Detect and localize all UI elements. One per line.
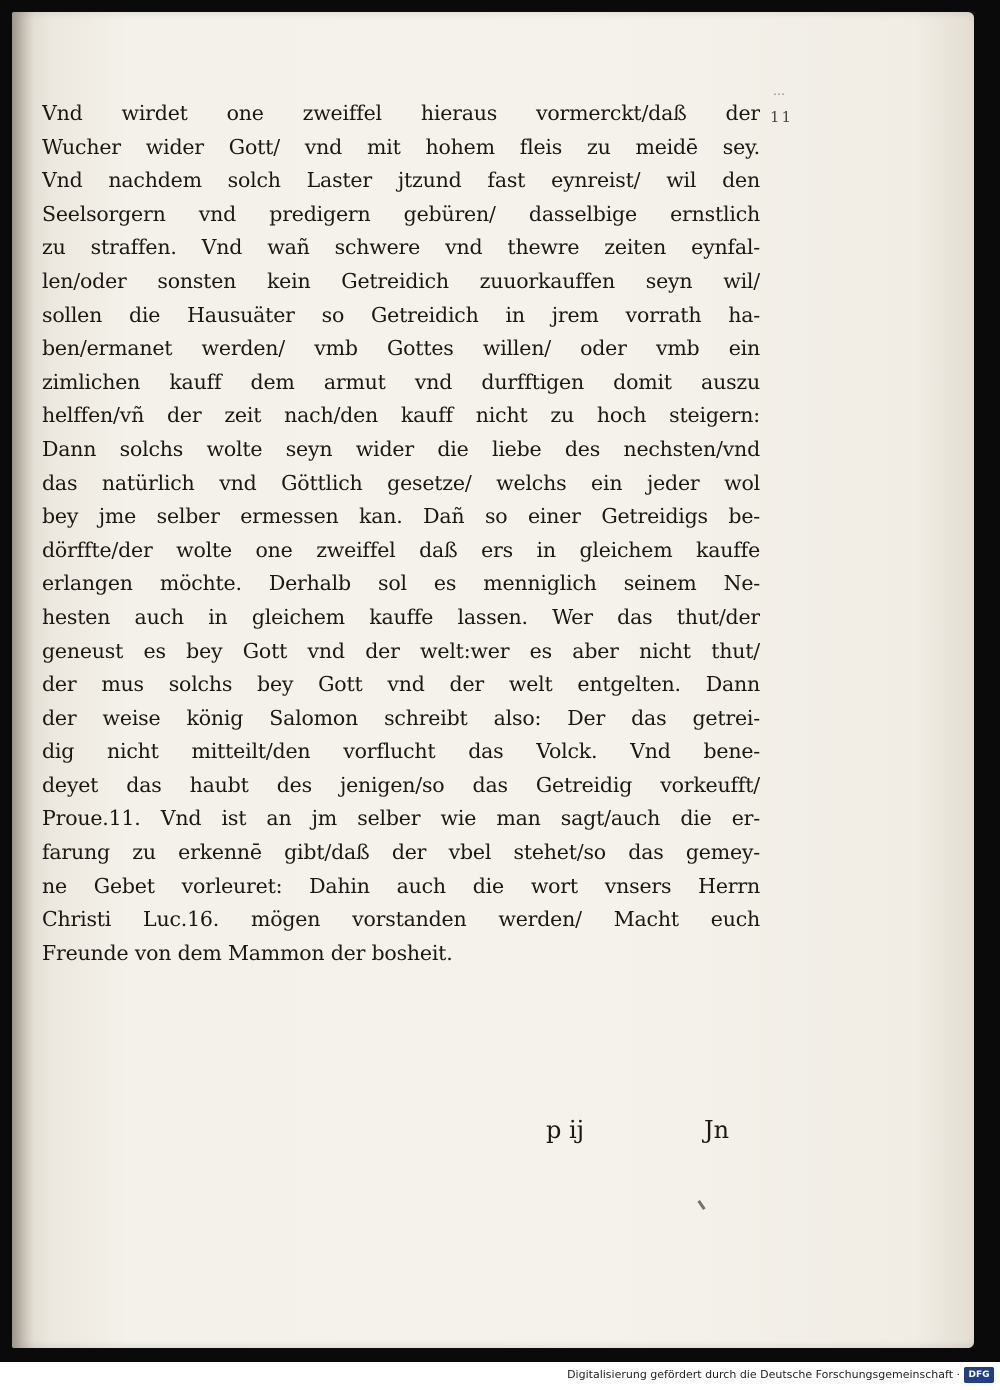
text-line: helffen/vñ der zeit nach/den kauff nicht zu hoch steigern: [42,403,760,428]
text-line: erlangen möchte. Derhalb sol es menniglich seinem Ne- [42,571,760,596]
text-line: Vnd wirdet one zweiffel hieraus vormerckt/daß der [42,101,760,125]
text-line: Christi Luc.16. mögen vorstanden werden/ Macht euch [42,907,760,932]
text-line: bey jme selber ermessen kan. Dañ so einer Getreidigs be- [42,504,760,529]
text-line: farung zu erkennē gibt/daß der vbel stehet/so das gemey- [42,840,760,865]
text-line: hesten auch in gleichem kauffe lassen. Wer das thut/der [42,604,760,629]
text-line: zimlichen kauff dem armut vnd durfftigen domit auszu [42,369,760,394]
body-text [42,97,760,970]
text-line: len/oder sonsten kein Getreidich zuuorkauffen seyn wil/ [42,268,760,293]
text-line: dörffte/der wolte one zweiffel daß ers in gleichem kauffe [42,537,760,562]
folio-number: 11 [770,108,794,126]
dfg-logo-icon: DFG [964,1367,994,1383]
text-line: Vnd nachdem solch Laster jtzund fast eynreist/ wil den [42,168,760,193]
footer-bar [0,1362,1000,1390]
text-line: ben/ermanet werden/ vmb Gottes willen/ oder vmb ein [42,336,760,361]
catchword: Jn [704,1116,730,1144]
text-line: das natürlich vnd Göttlich gesetze/ welchs ein jeder wol [42,470,760,495]
text-line: ne Gebet vorleuret: Dahin auch die wort vnsers Herrn [42,873,760,898]
text-line: sollen die Hausuäter so Getreidich in jrem vorrath ha- [42,302,760,327]
text-line: der weise könig Salomon schreibt also: Der das getrei- [42,705,760,730]
text-line: Dann solchs wolte seyn wider die liebe des nechsten/vnd [42,436,760,461]
text-line: Seelsorgern vnd predigern gebüren/ dasselbige ernstlich [42,201,760,226]
text-line: Freunde von dem Mammon der bosheit. [42,940,453,965]
text-line: der mus solchs bey Gott vnd der welt entgelten. Dann [42,672,760,697]
signature-mark: p ij [546,1116,585,1144]
gutter-shadow [12,12,34,1348]
text-line: Proue.11. Vnd ist an jm selber wie man sagt/auch die er- [42,806,760,831]
text-line: zu straffen. Vnd wañ schwere vnd thewre zeiten eynfal- [42,235,760,260]
text-line: Wucher wider Gott/ vnd mit hohem fleis zu meidē sey. [42,134,760,159]
page-footer-marks [546,1116,746,1156]
text-line: geneust es bey Gott vnd der welt:wer es aber nicht thut/ [42,638,760,663]
funding-credit: Digitalisierung gefördert durch die Deutsche Forschungsgemeinschaft · [567,1368,960,1381]
text-line: dig nicht mitteilt/den vorflucht das Volck. Vnd bene- [42,739,760,764]
corner-mark: … [773,84,788,98]
text-line: deyet das haubt des jenigen/so das Getreidig vorkeufft/ [42,772,760,797]
